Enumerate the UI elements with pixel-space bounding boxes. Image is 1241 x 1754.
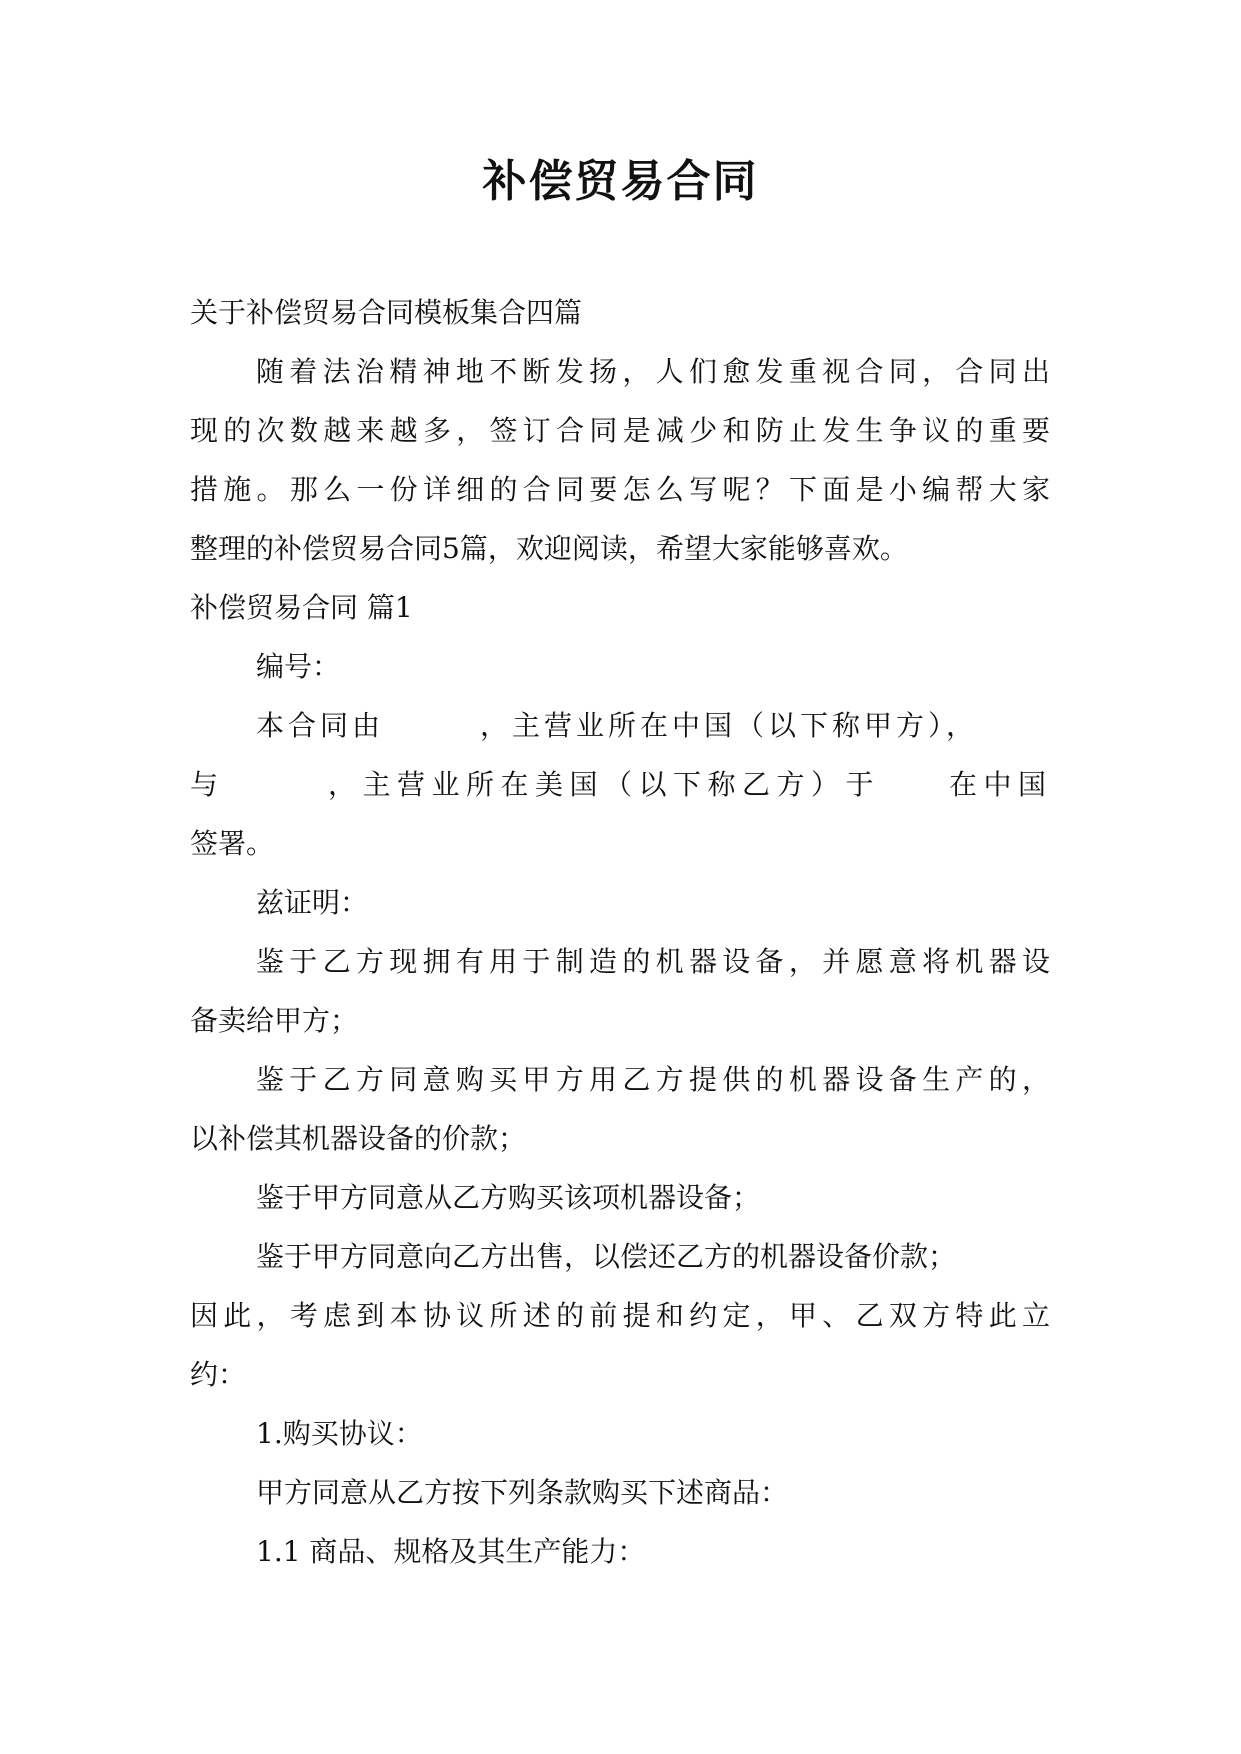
paragraph-line: 与 ，主营业所在美国（以下称乙方）于 在中国 — [190, 768, 1050, 801]
paragraph-line: 鉴于甲方同意向乙方出售，以偿还乙方的机器设备价款； — [256, 1240, 957, 1273]
paragraph-line: 措施。那么一份详细的合同要怎么写呢？下面是小编帮大家 — [190, 473, 1050, 506]
section-heading: 补偿贸易合同 篇1 — [190, 591, 413, 624]
paragraph-line: 甲方同意从乙方按下列条款购买下述商品： — [256, 1476, 789, 1509]
document-body — [190, 283, 1050, 1581]
paragraph-line: 整理的补偿贸易合同5篇，欢迎阅读，希望大家能够喜欢。 — [190, 532, 908, 565]
document-subtitle: 关于补偿贸易合同模板集合四篇 — [190, 296, 583, 329]
paragraph-line: 本合同由 ，主营业所在中国（以下称甲方）， — [256, 709, 979, 742]
clause-heading: 1.1 商品、规格及其生产能力： — [256, 1535, 646, 1568]
paragraph-line: 约： — [190, 1358, 247, 1391]
paragraph-line: 鉴于乙方同意购买甲方用乙方提供的机器设备生产的， — [256, 1063, 1050, 1096]
paragraph-line: 因此，考虑到本协议所述的前提和约定，甲、乙双方特此立 — [190, 1299, 1050, 1332]
contract-number-label: 编号： — [256, 650, 341, 683]
paragraph-line: 以补偿其机器设备的价款； — [190, 1122, 527, 1155]
paragraph-line: 鉴于乙方现拥有用于制造的机器设备，并愿意将机器设 — [256, 945, 1050, 978]
paragraph-line: 备卖给甲方； — [190, 1004, 359, 1037]
document-title: 补偿贸易合同 — [482, 156, 759, 207]
paragraph-line: 签署。 — [190, 827, 275, 860]
paragraph-line: 随着法治精神地不断发扬，人们愈发重视合同，合同出 — [256, 355, 1050, 388]
paragraph-line: 现的次数越来越多，签订合同是减少和防止发生争议的重要 — [190, 414, 1050, 447]
paragraph-line: 鉴于甲方同意从乙方购买该项机器设备； — [256, 1181, 761, 1214]
clause-heading: 1.购买协议： — [256, 1417, 423, 1450]
paragraph-line: 兹证明： — [256, 886, 369, 919]
